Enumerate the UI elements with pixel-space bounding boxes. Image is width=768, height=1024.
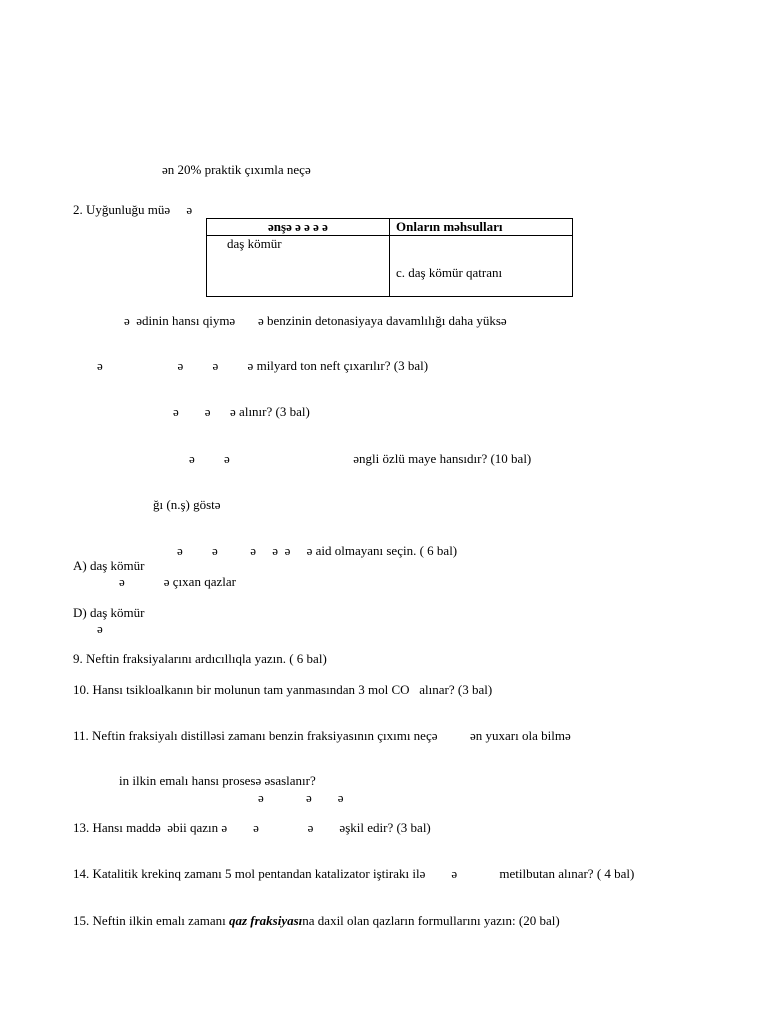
question-15-suffix: na daxil olan qazların formullarını yazın: (20 bal) [302, 913, 560, 928]
question-12: in ilkin emalı hansı prosesə əsaslanır? [119, 773, 316, 788]
option-e: ə [97, 621, 103, 636]
question-5: ə ə ə alınır? (3 bal) [173, 404, 310, 419]
option-d: D) daş kömür [73, 605, 145, 620]
question-4: ə ə ə ə milyard ton neft çıxarılır? (3 bal) [97, 358, 429, 373]
question-13: 13. Hansı maddə əbii qazın ə ə ə əşkil edir? (3 bal) [73, 820, 431, 835]
question-8: ə ə ə ə ə ə aid olmayanı seçin. ( 6 bal) [177, 543, 458, 558]
table-cell-right [390, 236, 573, 297]
table-left-item: daş kömür [227, 236, 282, 251]
table-header-left: ənşə ə ə ə ə [207, 219, 390, 236]
question-3: ə ədinin hansı qiymə ə benzinin detonasiyaya davamlılığı daha yüksə [124, 313, 507, 328]
table-right-item: c. daş kömür qatranı [396, 265, 503, 280]
question-12-fragment: ə ə ə [258, 790, 344, 805]
matching-table [206, 218, 573, 297]
question-14: 14. Katalitik krekinq zamanı 5 mol pentandan katalizator iştirakı ilə ə metilbutan alınar? ( 4 bal) [73, 866, 635, 881]
table-header-right: Onların məhsulları [390, 219, 573, 236]
question-7: ğı (n.ş) göstə [153, 497, 221, 512]
option-a: A) daş kömür [73, 558, 145, 573]
question-10: 10. Hansı tsikloalkanın bir molunun tam yanmasından 3 mol CO alınar? (3 bal) [73, 682, 493, 697]
question-15-prefix: 15. Neftin ilkin emalı zamanı [73, 913, 229, 928]
question-2: 2. Uyğunluğu müə ə [73, 202, 193, 217]
question-11: 11. Neftin fraksiyalı distilləsi zamanı benzin fraksiyasının çıxımı neçə ən yuxarı ola bilmə [73, 728, 571, 743]
question-9: 9. Neftin fraksiyalarını ardıcıllıqla yazın. ( 6 bal) [73, 651, 327, 666]
line-fragment-1: ən 20% praktik çıxımla neçə [162, 162, 311, 177]
option-b: ə ə çıxan qazlar [119, 574, 236, 589]
question-15-emphasis: qaz fraksiyası [228, 913, 303, 928]
question-15 [73, 913, 560, 928]
question-6: ə ə əngli özlü maye hansıdır? (10 bal) [189, 451, 532, 466]
table-cell-left [207, 236, 390, 297]
